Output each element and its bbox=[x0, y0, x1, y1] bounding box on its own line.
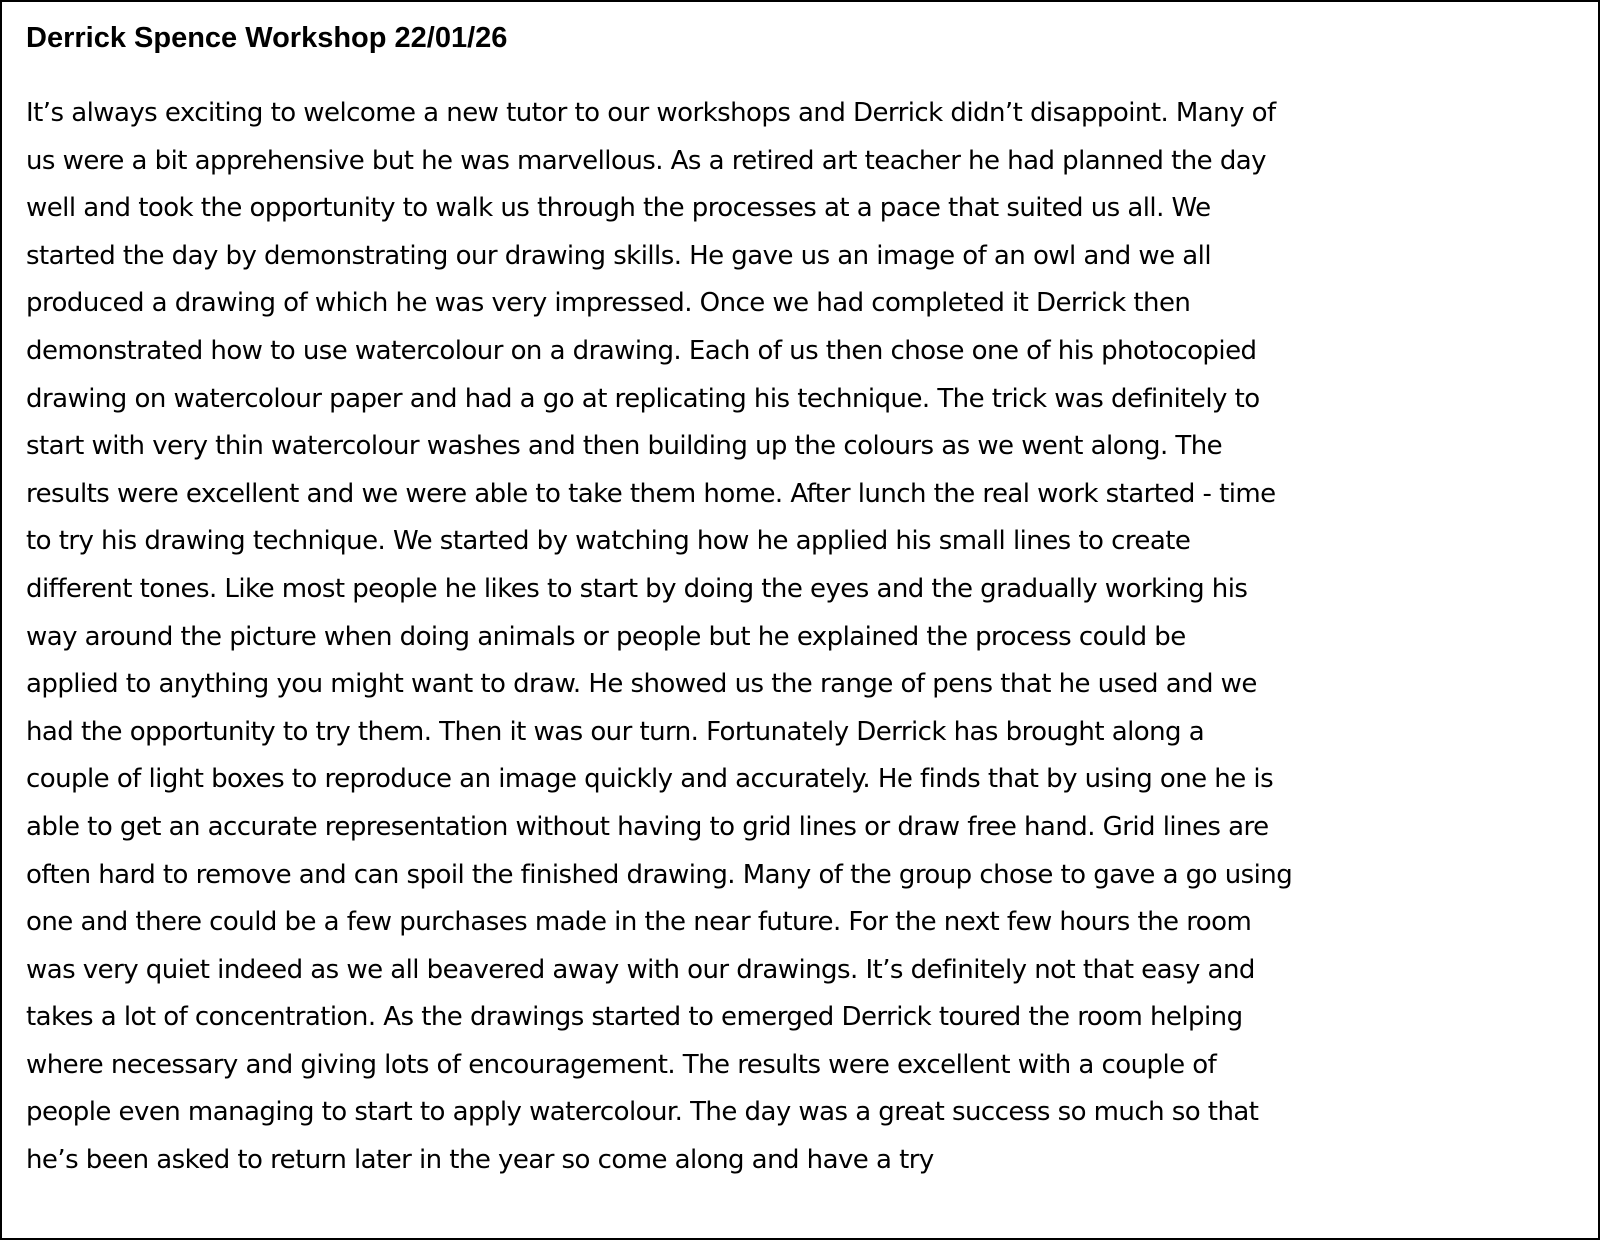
body-line: started the day by demonstrating our drawing skills. He gave us an image of an owl and we all bbox=[26, 240, 1211, 271]
body-line: start with very thin watercolour washes and then building up the colours as we went along. The bbox=[26, 431, 1223, 462]
body-line: to try his drawing technique. We started by watching how he applied his small lines to create bbox=[26, 526, 1191, 557]
body-line: one and there could be a few purchases made in the near future. For the next few hours the room bbox=[26, 907, 1252, 938]
body-line: results were excellent and we were able to take them home. After lunch the real work started - time bbox=[26, 478, 1276, 509]
body-line: couple of light boxes to reproduce an image quickly and accurately. He finds that by using one he is bbox=[26, 764, 1274, 795]
body-line: way around the picture when doing animals or people but he explained the process could be bbox=[26, 621, 1186, 652]
body-line: often hard to remove and can spoil the finished drawing. Many of the group chose to gave a go using bbox=[26, 859, 1293, 890]
body-line: well and took the opportunity to walk us through the processes at a pace that suited us all. We bbox=[26, 193, 1211, 224]
body-line: produced a drawing of which he was very impressed. Once we had completed it Derrick then bbox=[26, 288, 1191, 319]
body-line: was very quiet indeed as we all beavered away with our drawings. It’s definitely not that easy and bbox=[26, 954, 1255, 985]
body-line: demonstrated how to use watercolour on a drawing. Each of us then chose one of his photocopied bbox=[26, 335, 1257, 366]
body-line: us were a bit apprehensive but he was marvellous. As a retired art teacher he had planned the day bbox=[26, 145, 1267, 176]
body-line: applied to anything you might want to draw. He showed us the range of pens that he used and we bbox=[26, 669, 1257, 700]
body-line: It’s always exciting to welcome a new tutor to our workshops and Derrick didn’t disappoint. Many of bbox=[26, 98, 1276, 128]
body-line: he’s been asked to return later in the year so come along and have a try bbox=[26, 1145, 934, 1176]
body-line: had the opportunity to try them. Then it was our turn. Fortunately Derrick has brought along a bbox=[26, 716, 1205, 747]
document-title: Derrick Spence Workshop 22/01/26 bbox=[26, 22, 508, 54]
body-line: where necessary and giving lots of encouragement. The results were excellent with a couple of bbox=[26, 1049, 1217, 1080]
body-line: takes a lot of concentration. As the drawings started to emerged Derrick toured the room helping bbox=[26, 1002, 1243, 1033]
body-line: people even managing to start to apply watercolour. The day was a great success so much so that bbox=[26, 1097, 1259, 1128]
body-line: different tones. Like most people he likes to start by doing the eyes and the gradually working his bbox=[26, 573, 1248, 604]
body-line: able to get an accurate representation without having to grid lines or draw free hand. Grid lines are bbox=[26, 811, 1269, 842]
body-line: drawing on watercolour paper and had a go at replicating his technique. The trick was definitely to bbox=[26, 383, 1260, 414]
document-body bbox=[26, 90, 1586, 1185]
